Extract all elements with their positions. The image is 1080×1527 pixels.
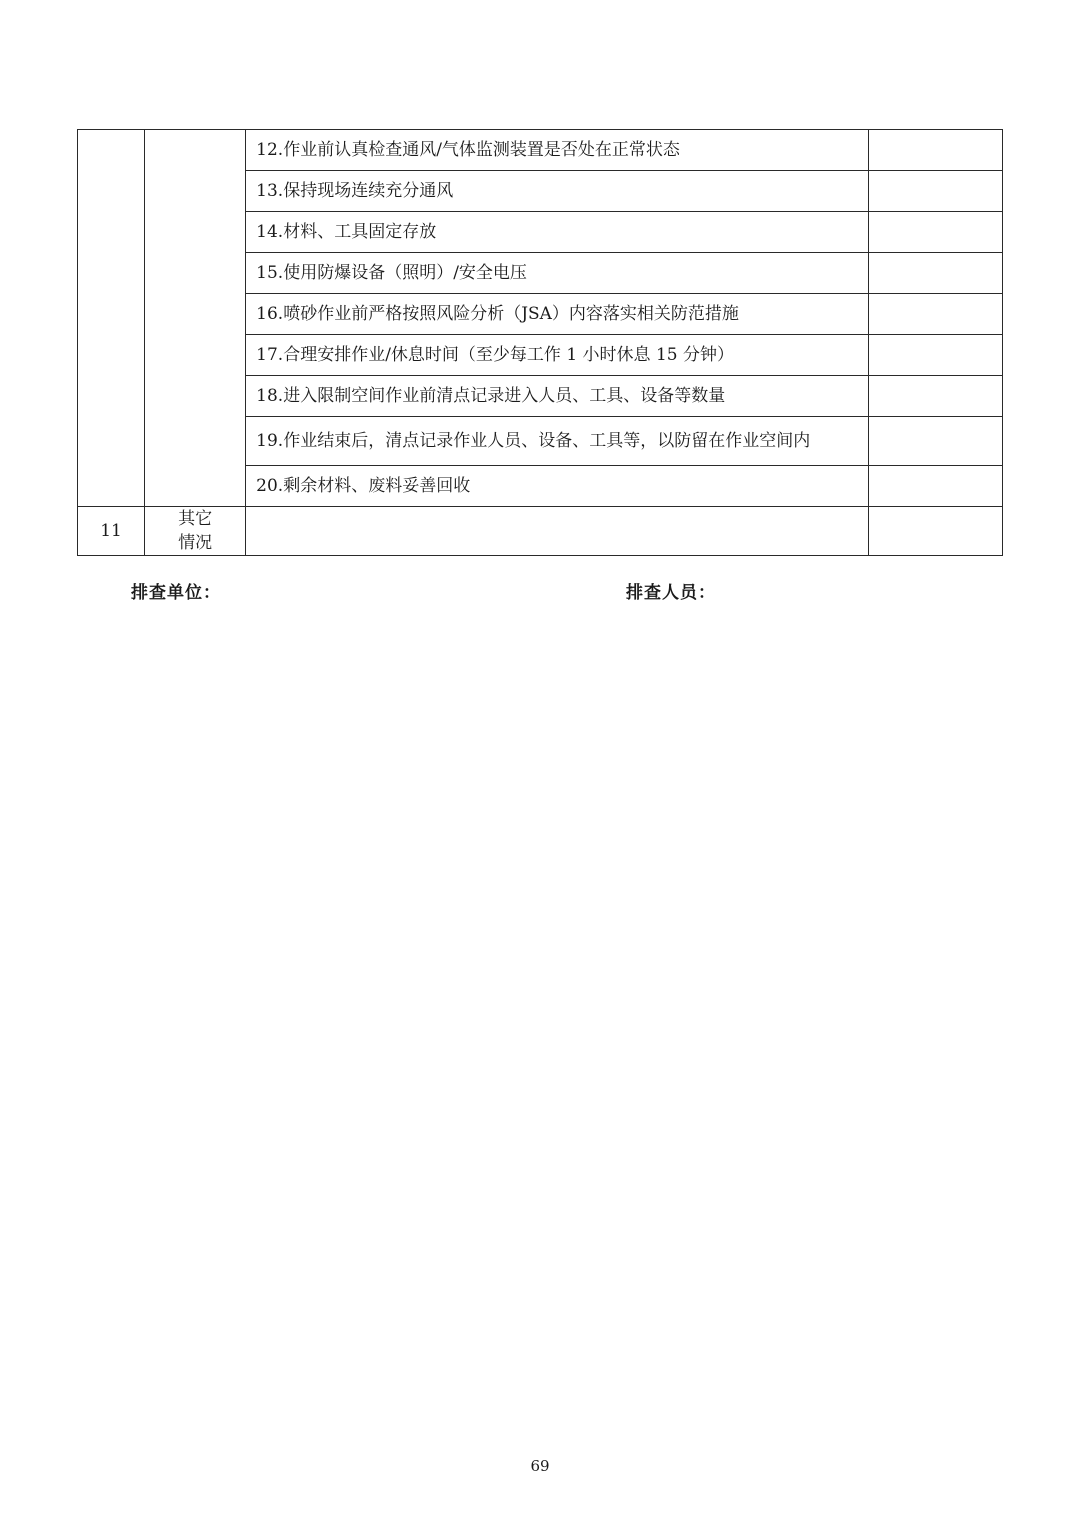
other-situation-result[interactable] — [868, 507, 1002, 556]
check-item-text: 12.作业前认真检查通风/气体监测装置是否处在正常状态 — [246, 130, 869, 171]
inspector-label: 排查人员： — [626, 583, 716, 603]
check-result-cell[interactable] — [868, 171, 1002, 212]
category-line-2: 情况 — [178, 533, 213, 553]
check-result-cell[interactable] — [868, 466, 1002, 507]
check-item-text: 19.作业结束后，清点记录作业人员、设备、工具等，以防留在作业空间内 — [246, 417, 869, 466]
check-result-cell[interactable] — [868, 417, 1002, 466]
row-number-cell — [78, 130, 145, 507]
check-item-text: 13.保持现场连续充分通风 — [246, 171, 869, 212]
check-item-text: 16.喷砂作业前严格按照风险分析（JSA）内容落实相关防范措施 — [246, 294, 869, 335]
check-result-cell[interactable] — [868, 376, 1002, 417]
check-item-text: 17.合理安排作业/休息时间（至少每工作 1 小时休息 15 分钟） — [246, 335, 869, 376]
check-result-cell[interactable] — [868, 294, 1002, 335]
check-result-cell[interactable] — [868, 253, 1002, 294]
other-situation-content[interactable] — [246, 507, 869, 556]
category-line-1: 其它 — [178, 509, 213, 529]
category-cell — [145, 130, 246, 507]
inspection-checklist-table — [77, 129, 1003, 556]
check-item-text: 14.材料、工具固定存放 — [246, 212, 869, 253]
other-situation-category — [145, 507, 246, 556]
check-item-text: 15.使用防爆设备（照明）/安全电压 — [246, 253, 869, 294]
check-result-cell[interactable] — [868, 130, 1002, 171]
check-result-cell[interactable] — [868, 335, 1002, 376]
check-result-cell[interactable] — [868, 212, 1002, 253]
inspect-unit-label: 排查单位： — [131, 583, 221, 603]
check-item-text: 20.剩余材料、废料妥善回收 — [246, 466, 869, 507]
row-number-11: 11 — [78, 507, 145, 556]
page-number: 69 — [530, 1457, 550, 1475]
table-row — [78, 130, 1003, 171]
other-situation-row — [78, 507, 1003, 556]
check-item-text: 18.进入限制空间作业前清点记录进入人员、工具、设备等数量 — [246, 376, 869, 417]
